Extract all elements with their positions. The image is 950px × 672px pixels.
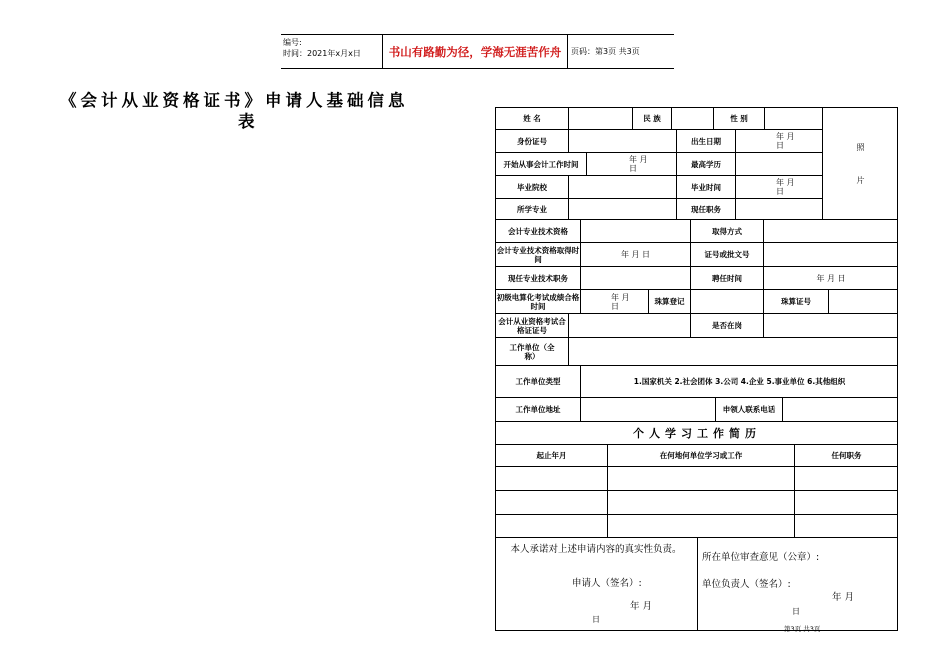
resume-row-3-where[interactable] [608,515,795,538]
grad-time-label: 毕业时间 [677,176,736,199]
review-year-month: 年 月 [832,592,855,603]
current-tech-post-label: 现任专业技术职务 [496,267,581,290]
computer-exam-d: 日 [611,301,619,311]
declaration-applicant-sign: 申请人（签名）: [572,578,642,589]
declaration-promise: 本人承诺对上述申请内容的真实性负责。 [510,544,682,555]
hire-time-label: 聘任时间 [691,267,764,290]
abacus-cert-label: 珠算证号 [764,290,829,314]
grad-time-d: 日 [776,187,784,196]
title-line-2: 表 [238,112,259,131]
resume-section-title: 个人学习工作简历 [496,422,898,445]
hire-time-field[interactable]: 年 月 日 [764,267,898,290]
abacus-reg-field[interactable] [691,290,764,314]
declaration-day: 日 [592,615,600,624]
ethnicity-field[interactable] [672,108,714,130]
resume-row-3-post[interactable] [795,515,898,538]
tech-obtain-time-field[interactable]: 年 月 日 [581,243,691,267]
resume-col-post: 任何职务 [795,445,898,467]
grad-time-ym: 年 月 [776,178,795,187]
tech-obtain-time-label: 会计专业技术资格取得时间 [496,243,581,267]
gender-field[interactable] [765,108,823,130]
tech-qualification-label: 会计专业技术资格 [496,220,581,243]
birth-date-field[interactable] [736,130,823,153]
name-field[interactable] [569,108,633,130]
contact-phone-field[interactable] [783,398,898,422]
page-title [60,90,450,132]
major-label: 所学专业 [496,199,569,220]
education-field[interactable] [736,153,823,176]
start-work-ym: 年 月 [629,155,648,164]
id-number-field[interactable] [569,130,677,153]
document-time-label: 时间：2021年x月x日 [283,49,361,58]
exam-cert-no-label: 会计从业资格考试合格证证号 [496,314,569,338]
photo-char-1: 照 [856,142,865,152]
contact-phone-label: 申领人联系电话 [716,398,783,422]
obtain-method-label: 取得方式 [691,220,764,243]
resume-col-where: 在何地何单位学习或工作 [608,445,795,467]
on-duty-label: 是否在岗 [691,314,764,338]
school-label: 毕业院校 [496,176,569,199]
computer-exam-ym: 年 月 [611,292,630,302]
unit-type-options[interactable]: 1.国家机关 2.社会团体 3.公司 4.企业 5.事业单位 6.其他组织 [581,366,898,398]
resume-row-2-post[interactable] [795,491,898,515]
on-duty-field[interactable] [764,314,898,338]
photo-cell[interactable] [823,108,898,220]
unit-type-label: 工作单位类型 [496,366,581,398]
resume-row-3-period[interactable] [496,515,608,538]
grad-time-field[interactable] [736,176,823,199]
unit-address-field[interactable] [581,398,716,422]
header-motto: 书山有路勤为径，学海无涯苦作舟 [383,35,568,68]
current-tech-post-field[interactable] [581,267,691,290]
current-post-field[interactable] [736,199,823,220]
gender-label: 性 别 [714,108,765,130]
start-work-time-label: 开始从事会计工作时间 [496,153,587,176]
education-label: 最高学历 [677,153,736,176]
document-number-label: 编号: [283,38,302,47]
obtain-method-field[interactable] [764,220,898,243]
major-field[interactable] [569,199,677,220]
birth-date-label: 出生日期 [677,130,736,153]
id-number-label: 身份证号 [496,130,569,153]
footer-page-number: 第3页 共3页 [784,625,821,633]
resume-row-2-where[interactable] [608,491,795,515]
photo-char-2: 片 [856,175,865,185]
title-line-1: 《会计从业资格证书》申请人基础信息 [60,91,409,110]
application-form [495,107,898,631]
resume-row-1-post[interactable] [795,467,898,491]
review-leader-sign: 单位负责人（签名）: [702,579,791,590]
work-unit-full-field[interactable] [569,338,898,366]
exam-cert-no-field[interactable] [569,314,691,338]
cert-doc-no-label: 证号或批文号 [691,243,764,267]
resume-row-2-period[interactable] [496,491,608,515]
declaration-year-month: 年 月 [630,601,653,612]
name-label: 姓 名 [496,108,569,130]
header-meta [281,35,383,68]
header-page-number: 页码：第3页 共3页 [571,47,640,56]
birth-date-ym: 年 月 [776,132,795,141]
review-day: 日 [792,607,800,616]
unit-address-label: 工作单位地址 [496,398,581,422]
birth-date-d: 日 [776,141,784,150]
resume-col-period: 起止年月 [496,445,608,467]
cert-doc-no-field[interactable] [764,243,898,267]
computer-exam-time-label: 初级电算化考试成绩合格时间 [496,290,581,314]
computer-exam-time-field[interactable] [581,290,649,314]
start-work-time-field[interactable] [587,153,677,176]
ethnicity-label: 民 族 [633,108,672,130]
resume-row-1-where[interactable] [608,467,795,491]
current-post-label: 现任职务 [677,199,736,220]
resume-row-1-period[interactable] [496,467,608,491]
document-header [281,34,674,69]
review-unit-opinion: 所在单位审查意见（公章）: [702,552,820,563]
abacus-cert-field[interactable] [829,290,898,314]
start-work-d: 日 [629,164,637,173]
abacus-reg-label: 珠算登记 [649,290,691,314]
work-unit-full-label: 工作单位（全称） [496,338,569,366]
tech-qualification-field[interactable] [581,220,691,243]
school-field[interactable] [569,176,677,199]
